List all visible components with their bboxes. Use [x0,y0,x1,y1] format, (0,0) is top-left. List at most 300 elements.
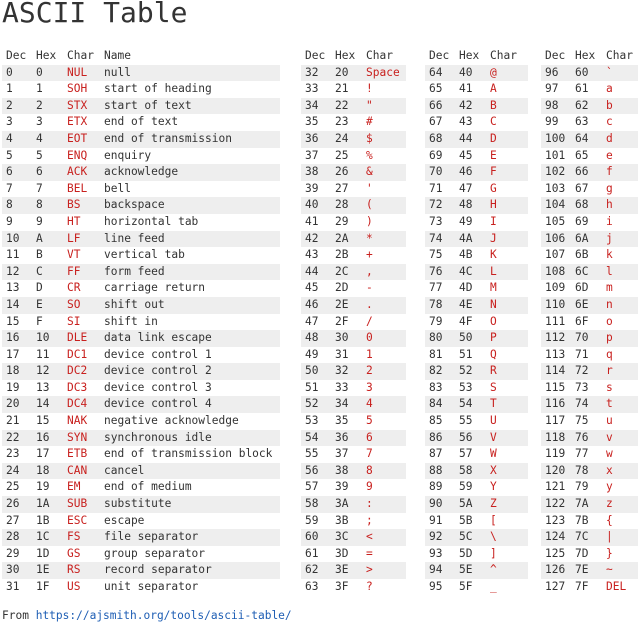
cell-dec: 58 [301,496,331,513]
cell-dec: 19 [2,380,32,397]
cell-hex: 7D [571,546,602,563]
cell-char: F [486,164,528,181]
table-row [541,164,638,181]
table-row [541,181,638,198]
cell-dec: 103 [541,181,571,198]
cell-hex: 49 [455,214,486,231]
cell-hex: 31 [331,347,362,364]
table-row [541,81,638,98]
cell-hex: 7C [571,529,602,546]
table-row [425,463,528,480]
cell-char: Z [486,496,528,513]
table-row [2,264,280,281]
table-row [301,214,406,231]
cell-hex: 71 [571,347,602,364]
cell-dec: 37 [301,148,331,165]
table-row [301,413,406,430]
cell-char: * [362,231,406,248]
cell-char: FF [63,264,100,281]
cell-hex: 5C [455,529,486,546]
cell-dec: 84 [425,396,455,413]
cell-char: V [486,430,528,447]
cell-dec: 66 [425,98,455,115]
cell-hex: 5B [455,513,486,530]
cell-char: ETX [63,114,100,131]
table-row [541,280,638,297]
cell-char: NUL [63,65,100,82]
cell-hex: 35 [331,413,362,430]
cell-hex: 54 [455,396,486,413]
cell-name: backspace [100,197,280,214]
table-row [301,562,406,579]
cell-name: escape [100,513,280,530]
table-row [2,463,280,480]
cell-dec: 44 [301,264,331,281]
cell-char: | [602,529,638,546]
cell-char: - [362,280,406,297]
cell-char: . [362,297,406,314]
table-row [301,513,406,530]
cell-name: null [100,65,280,82]
cell-dec: 14 [2,297,32,314]
cell-hex: 5 [32,148,63,165]
cell-dec: 13 [2,280,32,297]
cell-name: file separator [100,529,280,546]
table-row [425,579,528,596]
cell-char: ) [362,214,406,231]
cell-char: RS [63,562,100,579]
table-header-row [425,48,528,65]
cell-hex: 19 [32,479,63,496]
column-header-name: Name [104,49,131,62]
cell-dec: 24 [2,463,32,480]
cell-char: ESC [63,513,100,530]
cell-hex: 3 [32,114,63,131]
source-link[interactable]: https://ajsmith.org/tools/ascii-table/ [35,609,292,622]
cell-hex: 44 [455,131,486,148]
table-row [301,131,406,148]
cell-dec: 55 [301,446,331,463]
ascii-table-uppercase [425,48,528,596]
cell-char: C [486,114,528,131]
cell-char: E [486,148,528,165]
cell-name: cancel [100,463,280,480]
cell-dec: 116 [541,396,571,413]
table-row [425,446,528,463]
cell-dec: 23 [2,446,32,463]
cell-name: device control 4 [100,396,280,413]
table-row [2,529,280,546]
cell-char: ] [486,546,528,563]
cell-hex: 64 [571,131,602,148]
cell-hex: B [32,247,63,264]
table-row [541,197,638,214]
cell-hex: 79 [571,479,602,496]
cell-dec: 28 [2,529,32,546]
table-row [301,363,406,380]
cell-char: t [602,396,638,413]
cell-dec: 10 [2,231,32,248]
cell-char: VT [63,247,100,264]
cell-hex: 56 [455,430,486,447]
cell-name: record separator [100,562,280,579]
table-row [541,131,638,148]
table-row [425,496,528,513]
cell-dec: 123 [541,513,571,530]
cell-dec: 41 [301,214,331,231]
cell-hex: 36 [331,430,362,447]
cell-char: EOT [63,131,100,148]
cell-dec: 9 [2,214,32,231]
cell-dec: 26 [2,496,32,513]
cell-dec: 89 [425,479,455,496]
cell-name: start of heading [100,81,280,98]
cell-name: line feed [100,231,280,248]
cell-char: L [486,264,528,281]
cell-char: LF [63,231,100,248]
table-row [541,396,638,413]
table-row [2,197,280,214]
table-row [301,231,406,248]
cell-char: 3 [362,380,406,397]
cell-hex: 16 [32,430,63,447]
cell-name: enquiry [100,148,280,165]
cell-char: Q [486,347,528,364]
cell-hex: 2F [331,314,362,331]
table-row [541,463,638,480]
cell-dec: 86 [425,430,455,447]
cell-char: > [362,562,406,579]
cell-char: v [602,430,638,447]
table-row [2,330,280,347]
cell-char: SUB [63,496,100,513]
table-row [541,264,638,281]
cell-hex: 7A [571,496,602,513]
cell-name: device control 3 [100,380,280,397]
table-row [2,380,280,397]
table-row [425,396,528,413]
cell-dec: 125 [541,546,571,563]
cell-hex: 47 [455,181,486,198]
cell-char: u [602,413,638,430]
cell-dec: 67 [425,114,455,131]
table-row [301,98,406,115]
table-row [2,479,280,496]
table-row [301,81,406,98]
cell-hex: 3E [331,562,362,579]
cell-char: Y [486,479,528,496]
cell-hex: 20 [331,65,362,82]
cell-dec: 110 [541,297,571,314]
cell-char: BS [63,197,100,214]
cell-dec: 127 [541,579,571,596]
cell-name: unit separator [100,579,280,596]
table-header-row [301,48,406,65]
cell-hex: 5A [455,496,486,513]
table-row [301,380,406,397]
cell-hex: 5D [455,546,486,563]
cell-char: DLE [63,330,100,347]
table-row [425,529,528,546]
cell-dec: 119 [541,446,571,463]
cell-hex: 66 [571,164,602,181]
table-row [2,496,280,513]
cell-char: N [486,297,528,314]
cell-char: o [602,314,638,331]
table-row [301,546,406,563]
table-row [301,164,406,181]
cell-dec: 22 [2,430,32,447]
table-row [2,65,280,82]
cell-char: 9 [362,479,406,496]
table-row [425,330,528,347]
cell-dec: 31 [2,579,32,596]
cell-dec: 7 [2,181,32,198]
cell-dec: 2 [2,98,32,115]
cell-char: U [486,413,528,430]
cell-hex: 1A [32,496,63,513]
cell-hex: 3A [331,496,362,513]
cell-hex: 4C [455,264,486,281]
cell-name: carriage return [100,280,280,297]
cell-hex: 10 [32,330,63,347]
cell-hex: 4D [455,280,486,297]
cell-dec: 126 [541,562,571,579]
cell-name: bell [100,181,280,198]
cell-hex: 4F [455,314,486,331]
cell-dec: 48 [301,330,331,347]
table-row [2,247,280,264]
table-row [541,363,638,380]
cell-hex: 1D [32,546,63,563]
cell-dec: 18 [2,363,32,380]
cell-char: ~ [602,562,638,579]
cell-dec: 39 [301,181,331,198]
table-row [541,214,638,231]
cell-char: B [486,98,528,115]
cell-hex: 11 [32,347,63,364]
cell-hex: 58 [455,463,486,480]
table-row [541,314,638,331]
cell-char: b [602,98,638,115]
cell-dec: 111 [541,314,571,331]
cell-dec: 56 [301,463,331,480]
cell-hex: 46 [455,164,486,181]
cell-char: 4 [362,396,406,413]
cell-hex: 69 [571,214,602,231]
cell-hex: 50 [455,330,486,347]
cell-name: device control 1 [100,347,280,364]
cell-hex: 4E [455,297,486,314]
cell-char: j [602,231,638,248]
page-title: ASCII Table [2,0,188,29]
cell-hex: 7E [571,562,602,579]
cell-dec: 91 [425,513,455,530]
cell-char: ^ [486,562,528,579]
cell-hex: 63 [571,114,602,131]
cell-char: A [486,81,528,98]
cell-char: DEL [602,579,638,596]
cell-hex: 33 [331,380,362,397]
cell-char: k [602,247,638,264]
cell-dec: 77 [425,280,455,297]
cell-char: US [63,579,100,596]
cell-name: shift out [100,297,280,314]
cell-char: / [362,314,406,331]
cell-hex: 2 [32,98,63,115]
table-row [2,396,280,413]
cell-hex: 74 [571,396,602,413]
cell-dec: 104 [541,197,571,214]
cell-char: ACK [63,164,100,181]
cell-name: synchronous idle [100,430,280,447]
cell-name: substitute [100,496,280,513]
cell-dec: 62 [301,562,331,579]
cell-hex: 6E [571,297,602,314]
cell-hex: 5F [455,579,486,596]
cell-hex: 0 [32,65,63,82]
cell-dec: 33 [301,81,331,98]
cell-hex: 1F [32,579,63,596]
cell-hex: 78 [571,463,602,480]
cell-char: ? [362,579,406,596]
cell-hex: 17 [32,446,63,463]
cell-char: T [486,396,528,413]
cell-dec: 49 [301,347,331,364]
cell-hex: 55 [455,413,486,430]
cell-char: 6 [362,430,406,447]
table-row [2,513,280,530]
cell-char: 7 [362,446,406,463]
cell-dec: 96 [541,65,571,82]
table-row [301,396,406,413]
cell-hex: 37 [331,446,362,463]
table-row [301,463,406,480]
cell-hex: 7B [571,513,602,530]
cell-char: CAN [63,463,100,480]
column-header-dec: Dec [545,49,566,62]
cell-dec: 120 [541,463,571,480]
cell-char: r [602,363,638,380]
cell-hex: 4 [32,131,63,148]
table-row [425,65,528,82]
cell-name: end of text [100,114,280,131]
cell-name: end of medium [100,479,280,496]
ascii-table-symbols-digits [301,48,406,596]
cell-dec: 99 [541,114,571,131]
cell-dec: 97 [541,81,571,98]
cell-char: NAK [63,413,100,430]
cell-hex: 2D [331,280,362,297]
cell-char: w [602,446,638,463]
cell-char: : [362,496,406,513]
cell-char: q [602,347,638,364]
table-row [301,496,406,513]
cell-char: BEL [63,181,100,198]
cell-char: SOH [63,81,100,98]
column-header-dec: Dec [6,49,27,62]
cell-hex: 28 [331,197,362,214]
table-row [541,479,638,496]
table-row [2,280,280,297]
column-header-char: Char [67,49,94,62]
cell-dec: 30 [2,562,32,579]
table-row [2,562,280,579]
cell-name: data link escape [100,330,280,347]
cell-char: Space [362,65,406,82]
column-header-hex: Hex [36,49,57,62]
cell-dec: 90 [425,496,455,513]
table-row [2,297,280,314]
table-row [541,98,638,115]
cell-dec: 60 [301,529,331,546]
cell-dec: 45 [301,280,331,297]
cell-hex: 26 [331,164,362,181]
cell-char: SI [63,314,100,331]
cell-dec: 53 [301,413,331,430]
cell-char: ` [602,65,638,82]
cell-hex: 1B [32,513,63,530]
cell-dec: 74 [425,231,455,248]
cell-dec: 47 [301,314,331,331]
cell-char: HT [63,214,100,231]
source-footer [2,609,292,622]
table-row [425,413,528,430]
cell-dec: 101 [541,148,571,165]
cell-dec: 98 [541,98,571,115]
cell-char: a [602,81,638,98]
cell-name: horizontal tab [100,214,280,231]
cell-hex: 65 [571,148,602,165]
cell-dec: 75 [425,247,455,264]
cell-hex: 39 [331,479,362,496]
table-row [541,148,638,165]
table-row [301,314,406,331]
cell-hex: 38 [331,463,362,480]
cell-char: _ [486,579,528,596]
cell-char: ( [362,197,406,214]
cell-hex: 2A [331,231,362,248]
cell-char: S [486,380,528,397]
cell-hex: 1C [32,529,63,546]
cell-hex: A [32,231,63,248]
cell-dec: 61 [301,546,331,563]
cell-char: i [602,214,638,231]
cell-char: R [486,363,528,380]
cell-hex: 45 [455,148,486,165]
cell-hex: 9 [32,214,63,231]
cell-hex: 76 [571,430,602,447]
cell-hex: 48 [455,197,486,214]
table-row [425,181,528,198]
cell-dec: 108 [541,264,571,281]
table-row [301,264,406,281]
table-row [425,231,528,248]
cell-hex: 43 [455,114,486,131]
cell-char: p [602,330,638,347]
table-row [541,529,638,546]
cell-dec: 57 [301,479,331,496]
table-row [2,131,280,148]
cell-hex: 3B [331,513,362,530]
cell-hex: 2E [331,297,362,314]
cell-hex: 6C [571,264,602,281]
cell-char: H [486,197,528,214]
cell-char: 5 [362,413,406,430]
table-row [541,513,638,530]
cell-hex: 5E [455,562,486,579]
cell-dec: 38 [301,164,331,181]
